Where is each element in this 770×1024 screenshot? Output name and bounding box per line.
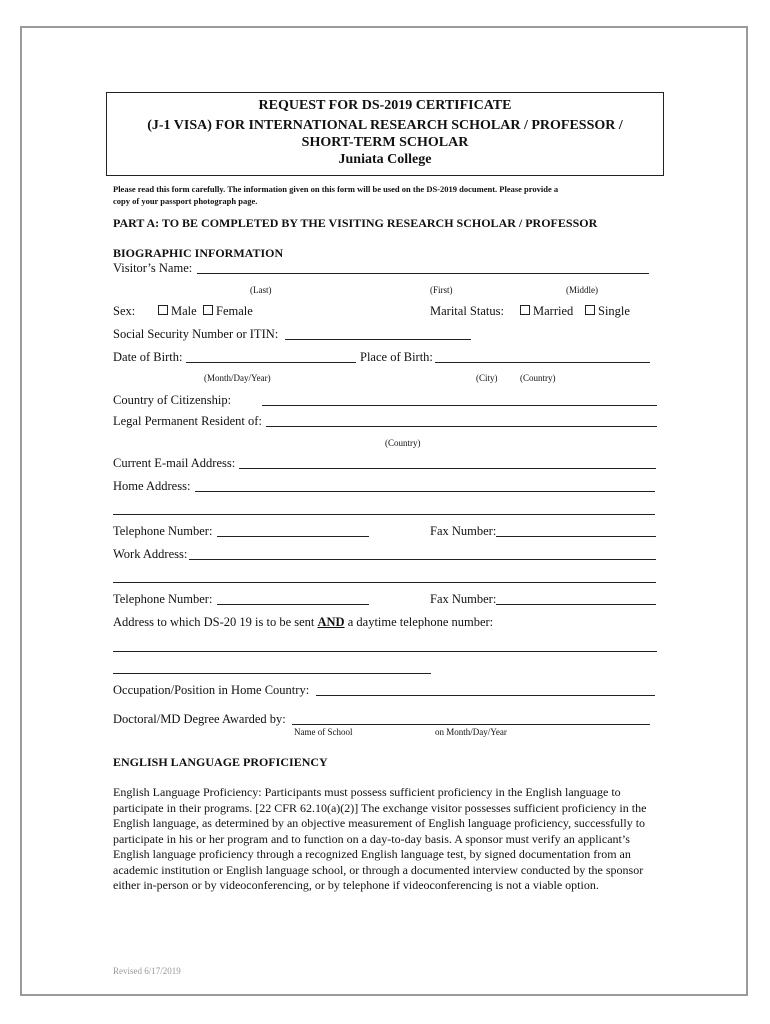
occupation-label: Occupation/Position in Home Country:	[113, 683, 310, 697]
degree-field[interactable]	[292, 724, 650, 725]
permanent-resident-field[interactable]	[266, 426, 657, 427]
sex-label: Sex:	[113, 304, 136, 318]
degree-label: Doctoral/MD Degree Awarded by:	[113, 712, 286, 726]
title-line-3: SHORT-TERM SCHOLAR	[301, 135, 469, 150]
institution-name: Juniata College	[338, 152, 432, 167]
single-option[interactable]	[585, 304, 630, 319]
last-name-hint: (Last)	[250, 285, 272, 295]
single-checkbox[interactable]	[585, 305, 595, 315]
fax-label-1: Fax Number:	[430, 524, 497, 538]
send-address-label	[113, 615, 493, 630]
marital-status-label: Marital Status:	[430, 304, 504, 318]
fax-label-2: Fax Number:	[430, 592, 497, 606]
male-label: Male	[171, 304, 197, 318]
home-address-field[interactable]	[195, 491, 655, 492]
dob-field[interactable]	[186, 362, 356, 363]
telephone-field-1[interactable]	[217, 536, 369, 537]
country-hint-2: (Country)	[385, 438, 421, 448]
pob-label: Place of Birth:	[360, 350, 433, 364]
home-address-field-2[interactable]	[113, 514, 655, 515]
telephone-field-2[interactable]	[217, 604, 369, 605]
email-label: Current E-mail Address:	[113, 456, 236, 470]
dob-hint: (Month/Day/Year)	[204, 373, 271, 383]
visitor-name-label: Visitor’s Name:	[113, 261, 193, 275]
work-address-label: Work Address:	[113, 547, 188, 561]
married-label: Married	[533, 304, 574, 318]
telephone-label-1: Telephone Number:	[113, 524, 213, 538]
work-address-field[interactable]	[189, 559, 656, 560]
female-checkbox[interactable]	[203, 305, 213, 315]
send-address-post: a daytime telephone number:	[347, 615, 494, 629]
fax-field-1[interactable]	[496, 536, 656, 537]
biographic-heading: BIOGRAPHIC INFORMATION	[113, 246, 284, 260]
title-line-2: (J-1 VISA) FOR INTERNATIONAL RESEARCH SCHOLAR / PROFESSOR /	[147, 118, 623, 133]
telephone-label-2: Telephone Number:	[113, 592, 213, 606]
date-hint: on Month/Day/Year	[435, 727, 507, 737]
send-address-field-2[interactable]	[113, 673, 431, 674]
pob-field[interactable]	[435, 362, 650, 363]
send-address-and: AND	[317, 615, 345, 629]
city-hint: (City)	[476, 373, 498, 383]
male-checkbox[interactable]	[158, 305, 168, 315]
notice-line-2: copy of your passport photograph page.	[113, 196, 258, 206]
ssn-label: Social Security Number or ITIN:	[113, 327, 279, 341]
title-line-1: REQUEST FOR DS-2019 CERTIFICATE	[258, 98, 512, 113]
email-field[interactable]	[239, 468, 656, 469]
female-label: Female	[216, 304, 253, 318]
title-box	[106, 92, 664, 176]
ssn-field[interactable]	[285, 339, 471, 340]
revision-footer: Revised 6/17/2019	[113, 966, 181, 976]
citizenship-field[interactable]	[262, 405, 657, 406]
part-a-heading: PART A: TO BE COMPLETED BY THE VISITING RESEARCH SCHOLAR / PROFESSOR	[113, 216, 598, 230]
citizenship-label: Country of Citizenship:	[113, 393, 232, 407]
female-option[interactable]	[203, 304, 253, 319]
dob-label: Date of Birth:	[113, 350, 183, 364]
country-hint: (Country)	[520, 373, 556, 383]
home-address-label: Home Address:	[113, 479, 191, 493]
married-checkbox[interactable]	[520, 305, 530, 315]
visitor-name-field[interactable]	[197, 273, 649, 274]
fax-field-2[interactable]	[496, 604, 656, 605]
send-address-field[interactable]	[113, 651, 657, 652]
english-heading: ENGLISH LANGUAGE PROFICIENCY	[113, 755, 328, 769]
single-label: Single	[598, 304, 630, 318]
married-option[interactable]	[520, 304, 573, 319]
first-name-hint: (First)	[430, 285, 453, 295]
permanent-resident-label: Legal Permanent Resident of:	[113, 414, 262, 428]
occupation-field[interactable]	[316, 695, 655, 696]
school-hint: Name of School	[294, 727, 353, 737]
middle-name-hint: (Middle)	[566, 285, 598, 295]
english-paragraph: English Language Proficiency: Participants must possess sufficient proficiency in the English language to participate in their programs. [22 CFR 62.10(a)(2)] The exchange visitor possesses sufficient proficiency in the English language, as determined by an objective measurement of English language proficiency, successfully to participate in his or her program and to function on a day-to-day basis. A sponsor must verify an applicant’s English language proficiency through a recognized English language test, by signed documentation from an academic institution or English language school, or through a documented interview conducted by the sponsor either in-person or by videoconferencing, or by telephone if videoconferencing is not a viable option.	[113, 785, 647, 892]
send-address-pre: Address to which DS-20 19 is to be sent	[113, 615, 315, 629]
notice-line-1: Please read this form carefully. The information given on this form will be used on the DS-2019 document. Please provide a	[113, 184, 559, 194]
male-option[interactable]	[158, 304, 197, 319]
work-address-field-2[interactable]	[113, 582, 656, 583]
